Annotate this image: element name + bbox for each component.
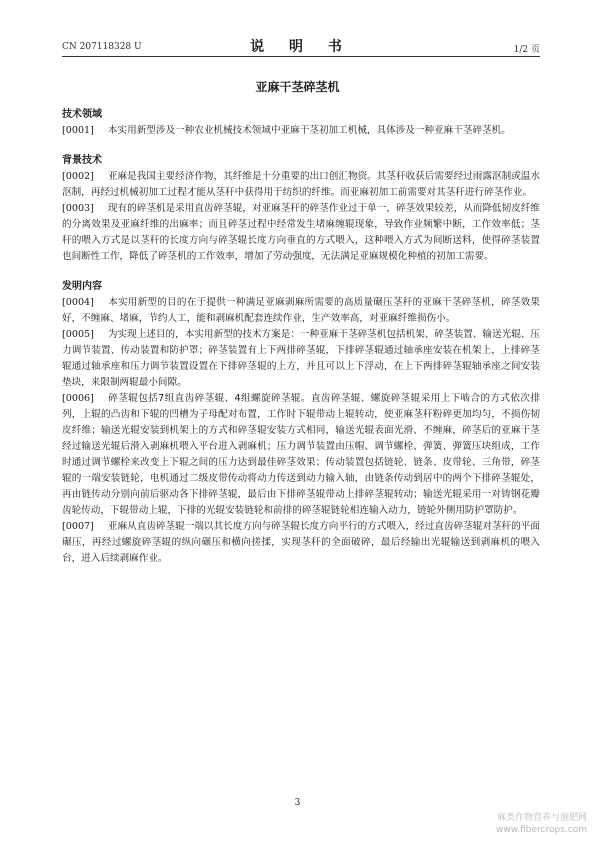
paragraph-number: [0005] [62,329,94,340]
section-summary [62,279,540,567]
paragraph-text: 碎茎辊包括7组直齿碎茎辊、4组螺旋碎茎辊。直齿碎茎辊、螺旋碎茎辊采用上下啮合的方式依次排列，上辊的凸齿和下辊的凹槽为子母配对布置，工作时下辊带动上辊转动，使亚麻茎秆粉碎更加均匀，不损伤韧皮纤维；输送光辊安装到机架上的方式和碎茎辊安装方式相同，输送光辊表面光滑、不缠麻，碎茎后的亚麻干茎经过输送光辊后滑入剥麻机喂入平台进入剥麻机；压力调节装置由压帽、调节螺栓、弹簧、弹簧压块组成，工作时通过调节螺栓来改变上下辊之间的压力达到最佳碎茎效果；传动装置包括链轮、链条、皮带轮、三角带，碎茎辊的一端安装链轮，电机通过二级皮带传动将动力传送到动力输入轴，由链条传动到居中的两个下排碎茎辊处，再由链传动分别向前后驱动各下排碎茎辊，最后由下排碎茎辊带动上排碎茎辊转动；输送光辊采用一对铸钢花瓣齿轮传动，下辊带动上辊，下排的光辊安装链轮和前排的碎茎辊链轮相连输入动力，链轮外侧用防护罩防护。 [62,393,540,516]
paragraph-text: 为实现上述目的，本实用新型的技术方案是：一种亚麻干茎碎茎机包括机架、碎茎装置、输送光辊、压力调节装置、传动装置和防护罩；碎茎装置有上下两排碎茎辊，下排碎茎辊通过轴承座安装在机架上，上排碎茎辊通过轴承座和压力调节装置设置在下排碎茎辊的上方，并且可以上下浮动，在上下两排碎茎辊轴承座之间安装垫块，来限制两辊最小间隙。 [62,329,540,388]
paragraph-number: [0006] [62,393,94,404]
section-technical-field [62,107,540,139]
paragraph-text: 亚麻从直齿碎茎辊一端以其长度方向与碎茎辊长度方向平行的方式喂入，经过直齿碎茎辊对茎秆的平面碾压，再经过螺旋碎茎辊的纵向碾压和横向搓揉，实现茎秆的全面破碎，最后经输出光辊输送到剥麻机的喂入台，进入后续剥麻作业。 [62,521,540,564]
paragraph-text: 现有的碎茎机是采用直齿碎茎辊，对亚麻茎秆的碎茎作业过于单一，碎茎效果较差，从而降低韧皮纤维的分离效果及亚麻纤维的出麻率；而且碎茎过程中经常发生堵麻缠辊现象，导致作业频繁中断，工作效率低；茎秆的喂入方式是以茎秆的长度方向与碎茎辊长度方向垂直的方式喂入，这种喂入方式为间断送料，使得碎茎装置也间断性工作，降低了碎茎机的工作效率，增加了劳动强度，无法满足亚麻规模化种植的初加工需要。 [62,203,540,262]
document-title: 亚麻干茎碎茎机 [255,80,340,94]
section-heading: 技术领域 [62,109,102,120]
page-number: 3 [294,798,301,808]
patent-number: CN 207118328 U [62,42,142,52]
paragraph [62,123,540,139]
paragraph-number: [0004] [62,297,94,308]
paragraph [62,295,540,327]
paragraph [62,327,540,391]
watermark [496,812,587,836]
paragraph [62,391,540,519]
watermark-url: www.fibercrops.com [496,825,587,835]
paragraph-number: [0007] [62,521,94,532]
paragraph [62,169,540,201]
section-heading: 背景技术 [62,155,102,166]
section-heading: 发明内容 [62,281,102,292]
section-background [62,153,540,265]
paragraph [62,519,540,567]
paragraph-number: [0003] [62,203,94,214]
page-header [62,36,540,56]
paragraph-text: 本实用新型的目的在于提供一种满足亚麻剥麻所需要的高质量碾压茎秆的亚麻干茎碎茎机，碎茎效果好，不缠麻、堵麻，节约人工，能和剥麻机配套连续作业，生产效率高，对亚麻纤维损伤小。 [62,297,540,324]
header-divider [62,56,540,57]
paragraph [62,201,540,265]
paragraph-number: [0001] [62,125,94,136]
paragraph-number: [0002] [62,171,94,182]
document-body [62,107,540,567]
paragraph-text: 亚麻是我国主要经济作物，其纤维是十分重要的出口创汇物资。其茎秆收获后需要经过雨露沤制或温水沤制，再经过机械初加工过程才能从茎秆中获得用于纺织的纤维。而亚麻初加工前需要对其茎秆进行碎茎作业。 [62,171,540,198]
paragraph-text: 本实用新型涉及一种农业机械技术领域中亚麻干茎初加工机械，具体涉及一种亚麻干茎碎茎机。 [107,125,511,136]
page-indicator: 1/2 页 [513,45,540,55]
watermark-site-name: 麻类作物营养与施肥网 [496,813,587,823]
document-type: 说 明 书 [250,39,352,55]
